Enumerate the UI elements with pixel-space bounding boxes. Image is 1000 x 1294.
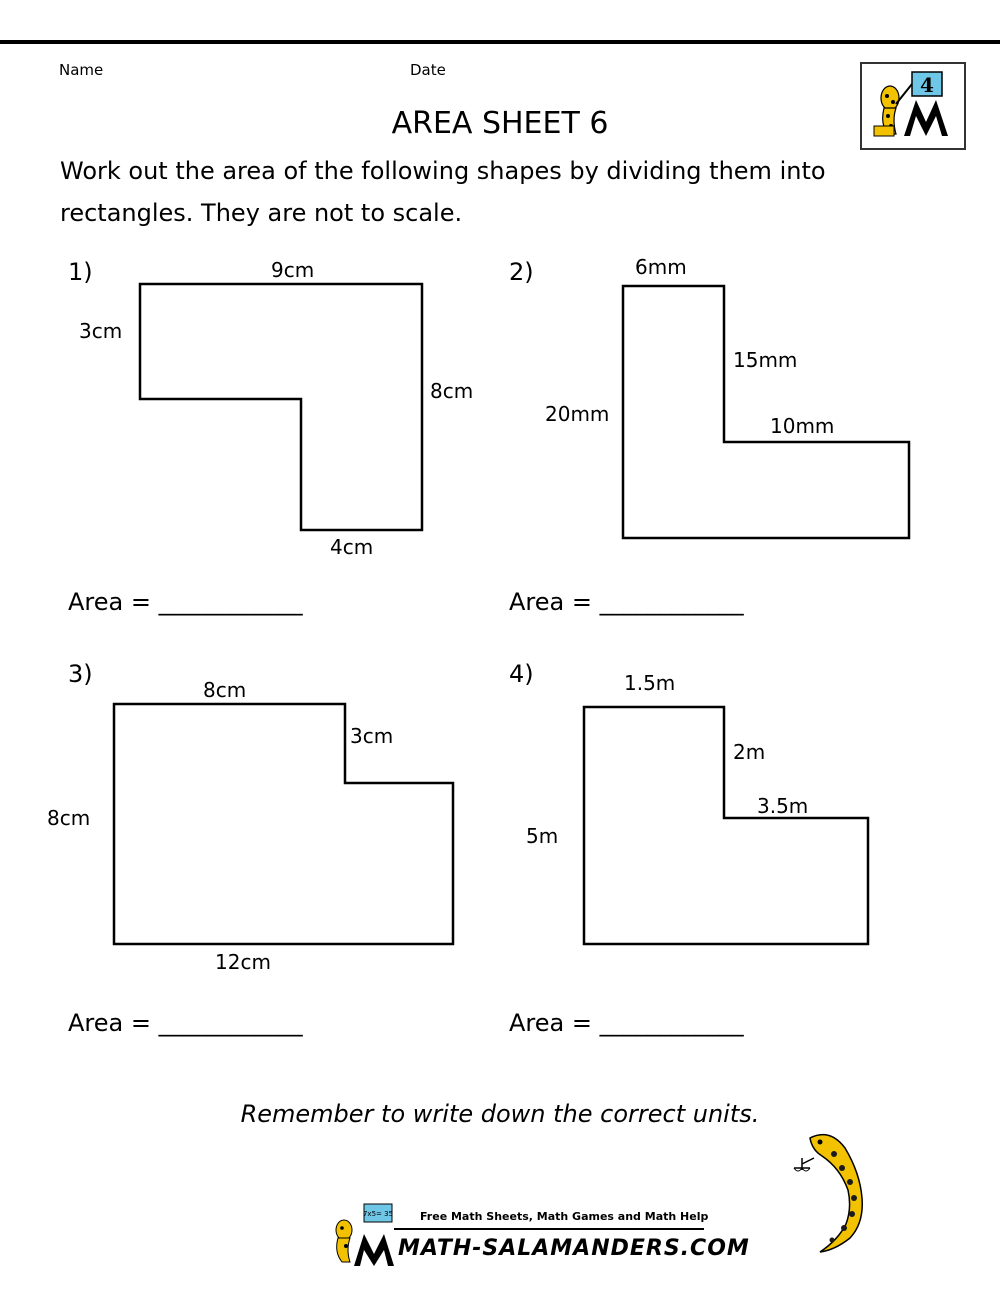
units-reminder: Remember to write down the correct units.	[240, 1100, 760, 1128]
footer-brand: MATH-SALAMANDERS.COM	[398, 1236, 750, 1261]
page-title: AREA SHEET 6	[391, 106, 609, 141]
question-number: 2)	[509, 258, 534, 286]
salamander-icon	[790, 1128, 900, 1258]
dimension-label: 8cm	[47, 806, 91, 830]
question-number: 3)	[68, 660, 93, 688]
footer-tagline: Free Math Sheets, Math Games and Math Help	[420, 1210, 709, 1223]
dimension-label: 1.5m	[624, 671, 676, 695]
dimension-label: 3cm	[350, 724, 394, 748]
footer-salamander-icon	[324, 1200, 394, 1270]
dimension-label: 12cm	[215, 950, 271, 974]
name-label: Name	[59, 61, 104, 79]
question-number: 4)	[509, 660, 534, 688]
dimension-label: 3cm	[79, 319, 123, 343]
area-answer-field[interactable]: Area = ____________	[509, 1009, 744, 1037]
area-answer-field[interactable]: Area = ____________	[68, 1009, 303, 1037]
dimension-label: 9cm	[271, 258, 315, 282]
dimension-label: 10mm	[770, 414, 835, 438]
dimension-label: 8cm	[430, 379, 474, 403]
dimension-label: 6mm	[635, 255, 687, 279]
dimension-label: 15mm	[733, 348, 798, 372]
dimension-label: 2m	[733, 740, 766, 764]
footer-logo	[324, 1200, 750, 1270]
dimension-label: 20mm	[545, 402, 610, 426]
area-answer-field[interactable]: Area = ____________	[509, 588, 744, 616]
l-shape-4	[584, 707, 868, 944]
footer-divider	[394, 1228, 704, 1230]
top-rule	[0, 40, 1000, 44]
dimension-label: 3.5m	[757, 794, 809, 818]
l-shape-2	[623, 286, 909, 538]
date-label: Date	[410, 61, 446, 79]
dimension-label: 5m	[526, 824, 559, 848]
dimension-label: 8cm	[203, 678, 247, 702]
question-number: 1)	[68, 258, 93, 286]
grade-number: 4	[920, 73, 934, 97]
l-shape-1	[140, 284, 422, 530]
instructions: Work out the area of the following shapes by dividing them into rectangles. They are not to scale.	[60, 157, 826, 227]
footer-badge: 7x5= 35	[362, 1210, 394, 1218]
l-shape-3	[114, 704, 453, 944]
area-answer-field[interactable]: Area = ____________	[68, 588, 303, 616]
dimension-label: 4cm	[330, 535, 374, 559]
